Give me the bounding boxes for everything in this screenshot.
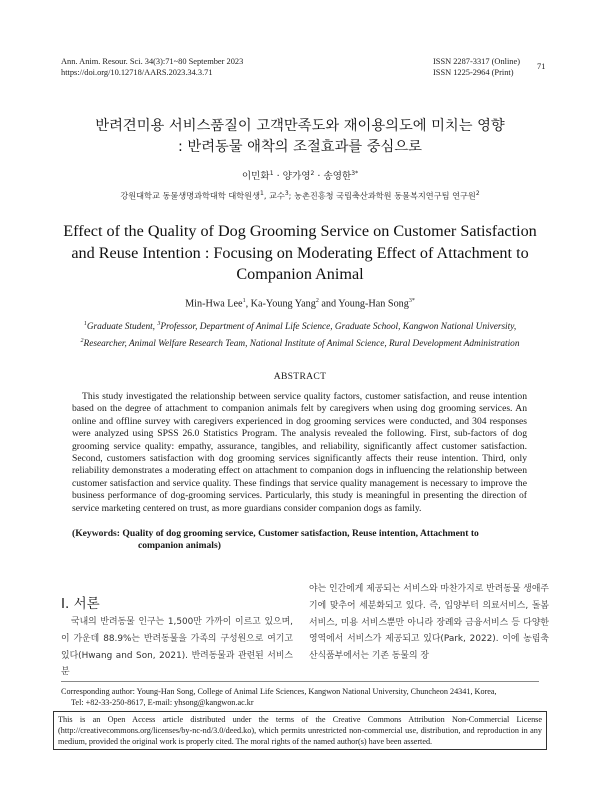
title-korean-line2: : 반려동물 애착의 조절효과를 중심으로 <box>178 139 422 155</box>
keywords <box>72 528 527 553</box>
affiliation-en-sup: 2 <box>80 338 84 344</box>
keywords-list-line2: companion animals) <box>138 540 221 552</box>
abstract-text: This study investigated the relationship between service quality factors, customer satisfaction, and reuse intention based on the degree of attachment to companion animals felt by caregivers when using dog grooming services. An online and offline survey with caregivers experienced in dog grooming services were conducted, and 304 responses were analyzed using SPSS 26.0 Statistics Program. The analysis revealed the following. First, sub-factors of dog grooming service quality: empathy, assurance, tangibles, and reliability, significantly affect customer satisfaction. Second, customers satisfaction with dog grooming services significantly affects their reuse intention. Third, only reliability demonstrates a moderating effect on attachment to companion dogs in influencing the relationship between customer satisfaction and service quality. These findings that service quality management is necessary to improve the business performance of dog-grooming services. Particularly, this study is meaningful in presenting the direction of service marketing centered on trust, as more guardians consider companion dogs as family. <box>72 391 527 514</box>
affiliation-ko-part: 강원대학교 동물생명과학대학 대학원생 <box>120 190 260 201</box>
authors-korean <box>0 168 600 182</box>
author-ko-3-sup: 3* <box>351 169 359 177</box>
abstract-heading: ABSTRACT <box>273 371 327 382</box>
keywords-label: (Keywords: <box>72 528 120 539</box>
journal-citation: Ann. Anim. Resour. Sci. 34(3):71~80 September 2023 <box>61 57 244 66</box>
author-en-2-sup: 2 <box>315 298 319 304</box>
author-en-1-sup: 1 <box>242 298 246 304</box>
affiliation-en-sup: 1 <box>83 321 87 327</box>
affiliation-ko-sup: 2 <box>475 190 480 197</box>
author-ko-2: 양가영 <box>282 171 311 182</box>
corresponding-author-footnote <box>61 686 551 708</box>
author-ko-2-sup: 2 <box>310 169 315 177</box>
affiliation-en-part: Graduate Student, <box>86 322 158 333</box>
body-right-column: 야는 인간에게 제공되는 서비스와 마찬가지로 반려동물 생애주기에 맞추어 세분화되고 있다. 즉, 입양부터 의료서비스, 돌봄 서비스, 미용 서비스뿐만 아니라 장례와 금융서비스 등 다양한 영역에서 서비스가 제공되고 있다(Park, 2022). 이에 농림축산식품부에서는 기존 동물의 장 <box>309 584 549 662</box>
affiliation-korean <box>0 190 600 202</box>
author-en-1: Min-Hwa Lee <box>185 298 243 310</box>
footnote-line2: Tel: +82-33-250-8617, E-mail: yhsong@kangwon.ac.kr <box>71 698 254 707</box>
affiliation-ko-part: , 교수 <box>263 190 285 201</box>
author-ko-1: 이민화 <box>241 171 270 182</box>
keywords-list-line1: Quality of dog grooming service, Customer satisfaction, Reuse intention, Attachment to <box>122 528 479 539</box>
affiliation-en-part: Professor, Department of Animal Life Science, Graduate School, Kangwon National University, <box>160 322 517 333</box>
section-heading-introduction: Ⅰ. 서론 <box>61 596 100 612</box>
author-ko-sep: · <box>273 171 283 182</box>
affiliation-en-part: Researcher, Animal Welfare Research Team, National Institute of Animal Science, Rural Development Administration <box>83 339 520 350</box>
doi-link[interactable]: https://doi.org/10.12718/AARS.2023.34.3.71 <box>61 68 213 77</box>
author-ko-1-sup: 1 <box>269 169 274 177</box>
abstract-body <box>72 391 527 515</box>
affiliation-en-sup: 3 <box>157 321 161 327</box>
footnote-line1: Corresponding author: Young-Han Song, College of Animal Life Sciences, Kangwon National University, Chuncheon 24341, Korea, <box>61 687 497 696</box>
body-left-column: 국내의 반려동물 인구는 1,500만 가까이 이르고 있으며, 이 가운데 88.9%는 반려동물을 가족의 구성원으로 여기고 있다(Hwang and Son, 2021). 반려동물과 관련된 서비스분 <box>61 617 293 678</box>
affiliation-english-line1 <box>40 317 560 334</box>
affiliation-ko-part: ; 농촌진흥청 국립축산과학원 동물복지연구팀 연구원 <box>288 190 476 201</box>
issn-online: ISSN 2287-3317 (Online) <box>433 57 521 66</box>
affiliation-ko-sup: 3 <box>284 190 289 197</box>
affiliation-english-line2 <box>40 334 560 351</box>
author-ko-3: 송영한 <box>323 171 352 182</box>
author-en-3: Young-Han Song <box>338 298 409 310</box>
author-en-sep: and <box>318 298 339 310</box>
title-english-line2: and Reuse Intention : Focusing on Moderating Effect of Attachment to <box>71 244 529 262</box>
title-english-line3: Companion Animal <box>236 265 364 283</box>
issn-print: ISSN 1225-2964 (Print) <box>433 68 514 77</box>
page-number: 71 <box>537 62 546 71</box>
author-ko-sep: · <box>314 171 324 182</box>
title-english-line1: Effect of the Quality of Dog Grooming Service on Customer Satisfaction <box>63 222 537 240</box>
affiliation-ko-sup: 1 <box>259 190 264 197</box>
author-en-3-sup: 3* <box>408 298 415 304</box>
author-en-sep: , <box>245 298 251 310</box>
author-en-2: Ka-Young Yang <box>250 298 316 310</box>
license-box: This is an Open Access article distributed under the terms of the Creative Commons Attribution Non-Commercial License (http://creativecommons.org/licenses/by-nc-nd/3.0/deed.ko), which permits unrestricted non-commercial use, distribution, and reproduction in any medium, provided the original work is properly cited. The moral rights of the named author(s) have been asserted. <box>53 711 547 750</box>
title-korean-line1: 반려견미용 서비스품질이 고객만족도와 재이용의도에 미치는 영향 <box>95 118 505 134</box>
footnote-rule <box>61 681 539 682</box>
authors-english <box>0 298 600 309</box>
